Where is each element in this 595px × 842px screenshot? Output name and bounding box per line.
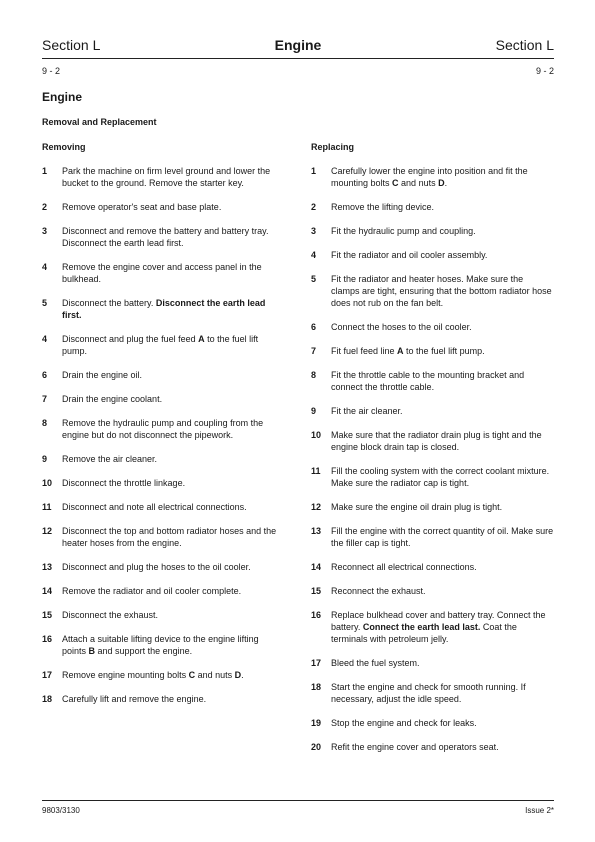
step-text-segment: to the fuel lift pump. bbox=[62, 334, 259, 356]
step-emphasis: D bbox=[234, 670, 242, 680]
step-text bbox=[331, 201, 554, 213]
step-text bbox=[62, 165, 285, 189]
replacing-step bbox=[311, 429, 554, 453]
step-text-segment: Make sure the engine oil drain plug is tight. bbox=[331, 502, 503, 512]
replacing-step bbox=[311, 369, 554, 393]
step-emphasis: C bbox=[188, 670, 196, 680]
step-text bbox=[62, 501, 285, 513]
step-number: 2 bbox=[311, 202, 317, 212]
step-emphasis: A bbox=[198, 334, 205, 344]
replacing-column bbox=[311, 141, 554, 765]
step-text-segment: Connect the hoses to the oil cooler. bbox=[331, 322, 472, 332]
removing-step bbox=[42, 417, 285, 441]
step-number: 19 bbox=[311, 718, 322, 728]
step-number: 17 bbox=[42, 670, 53, 680]
step-text-segment: Disconnect and remove the battery and battery tray. Disconnect the earth lead first. bbox=[62, 226, 269, 248]
step-text-segment: Remove the lifting device. bbox=[331, 202, 435, 212]
footer-issue: Issue 2* bbox=[525, 806, 554, 815]
step-emphasis: B bbox=[88, 646, 96, 656]
step-text-segment: and nuts bbox=[195, 670, 235, 680]
step-number: 10 bbox=[42, 478, 53, 488]
removing-step bbox=[42, 201, 285, 213]
step-number: 7 bbox=[311, 346, 317, 356]
step-number: 14 bbox=[311, 562, 322, 572]
step-number: 9 bbox=[42, 454, 48, 464]
step-text-segment: Fit fuel feed line bbox=[331, 346, 398, 356]
removing-step bbox=[42, 561, 285, 573]
step-text-segment: Stop the engine and check for leaks. bbox=[331, 718, 477, 728]
step-number: 12 bbox=[42, 526, 53, 536]
step-number: 4 bbox=[42, 262, 48, 272]
replacing-steps bbox=[311, 165, 554, 753]
step-number: 4 bbox=[42, 334, 48, 344]
step-number: 5 bbox=[311, 274, 317, 284]
step-text bbox=[62, 585, 285, 597]
step-number: 4 bbox=[311, 250, 317, 260]
step-text bbox=[331, 405, 554, 417]
step-text bbox=[62, 261, 285, 285]
step-number: 18 bbox=[42, 694, 53, 704]
replacing-step bbox=[311, 585, 554, 597]
step-text-segment: Remove engine mounting bolts bbox=[62, 670, 189, 680]
step-number: 15 bbox=[42, 610, 53, 620]
step-text bbox=[331, 741, 554, 753]
removing-step bbox=[42, 333, 285, 357]
step-text bbox=[62, 393, 285, 405]
page-title: Engine bbox=[42, 90, 83, 104]
step-number: 13 bbox=[311, 526, 322, 536]
step-emphasis: Connect the earth lead last. bbox=[362, 622, 481, 632]
replacing-step bbox=[311, 525, 554, 549]
removing-step bbox=[42, 261, 285, 285]
step-text-segment: Carefully lower the engine into position and fit the mounting bolts bbox=[331, 166, 528, 188]
step-text-segment: Start the engine and check for smooth running. If necessary, adjust the idle speed. bbox=[331, 682, 526, 704]
header-section-right: Section L bbox=[495, 37, 554, 53]
step-number: 16 bbox=[42, 634, 53, 644]
step-text bbox=[331, 369, 554, 393]
step-text bbox=[331, 249, 554, 261]
step-text-segment: to the fuel lift pump. bbox=[403, 346, 485, 356]
removing-heading: Removing bbox=[42, 142, 86, 152]
step-text-segment: Fill the engine with the correct quantity of oil. Make sure the filler cap is tight. bbox=[331, 526, 554, 548]
replacing-step bbox=[311, 465, 554, 489]
replacing-step bbox=[311, 201, 554, 213]
removing-step bbox=[42, 501, 285, 513]
step-number: 1 bbox=[311, 166, 317, 176]
removing-step bbox=[42, 453, 285, 465]
step-text-segment: Coat the terminals with petroleum jelly. bbox=[331, 622, 517, 644]
removing-step bbox=[42, 525, 285, 549]
step-number: 8 bbox=[311, 370, 317, 380]
page-subtitle: Removal and Replacement bbox=[42, 117, 157, 127]
step-text bbox=[62, 333, 285, 357]
step-number: 18 bbox=[311, 682, 322, 692]
step-number: 13 bbox=[42, 562, 53, 572]
step-text-segment: Remove the engine cover and access panel in the bulkhead. bbox=[62, 262, 262, 284]
step-emphasis: A bbox=[397, 346, 404, 356]
step-text-segment: Remove operator's seat and base plate. bbox=[62, 202, 222, 212]
step-text-segment: Make sure that the radiator drain plug is tight and the engine block drain tap is closed. bbox=[331, 430, 542, 452]
step-text bbox=[331, 717, 554, 729]
step-text bbox=[331, 501, 554, 513]
step-text bbox=[331, 561, 554, 573]
step-text-segment: Remove the hydraulic pump and coupling from the engine but do not disconnect the pipework. bbox=[62, 418, 264, 440]
step-text bbox=[331, 321, 554, 333]
step-text bbox=[62, 609, 285, 621]
step-text bbox=[331, 609, 554, 645]
step-text bbox=[62, 417, 285, 441]
step-number: 7 bbox=[42, 394, 48, 404]
header-title: Engine bbox=[274, 37, 322, 53]
step-text bbox=[62, 477, 285, 489]
step-text-segment: Fit the hydraulic pump and coupling. bbox=[331, 226, 476, 236]
step-number: 3 bbox=[311, 226, 317, 236]
header-section-left: Section L bbox=[42, 37, 101, 53]
replacing-step bbox=[311, 321, 554, 333]
step-text bbox=[62, 453, 285, 465]
step-number: 17 bbox=[311, 658, 322, 668]
step-number: 20 bbox=[311, 742, 322, 752]
step-text-segment: Remove the air cleaner. bbox=[62, 454, 158, 464]
step-text-segment: Fit the throttle cable to the mounting bracket and connect the throttle cable. bbox=[331, 370, 525, 392]
replacing-step bbox=[311, 657, 554, 669]
step-text-segment: Remove the radiator and oil cooler complete. bbox=[62, 586, 242, 596]
removing-column bbox=[42, 141, 285, 717]
step-text-segment: Disconnect the throttle linkage. bbox=[62, 478, 186, 488]
step-number: 11 bbox=[311, 466, 321, 476]
replacing-step bbox=[311, 165, 554, 189]
removing-step bbox=[42, 609, 285, 621]
page-number-left: 9 - 2 bbox=[42, 66, 61, 76]
step-text bbox=[62, 693, 285, 705]
step-emphasis: Disconnect the earth lead first. bbox=[62, 298, 266, 320]
step-emphasis: C bbox=[392, 178, 399, 188]
step-text-segment: . bbox=[444, 178, 448, 188]
step-text bbox=[331, 465, 554, 489]
step-number: 2 bbox=[42, 202, 48, 212]
step-text-segment: Reconnect the exhaust. bbox=[331, 586, 426, 596]
step-text bbox=[331, 345, 554, 357]
step-text-segment: Fit the radiator and heater hoses. Make sure the clamps are tight, ensuring that the bottom radiator hose does not rub on the fan belt. bbox=[331, 274, 552, 308]
page-header bbox=[42, 37, 554, 57]
step-text-segment: Attach a suitable lifting device to the engine lifting points bbox=[62, 634, 259, 656]
step-text-segment: and nuts bbox=[398, 178, 439, 188]
removing-step bbox=[42, 225, 285, 249]
removing-step bbox=[42, 393, 285, 405]
step-text bbox=[62, 201, 285, 213]
step-text-segment: Replace bulkhead cover and battery tray. Connect the battery. bbox=[331, 610, 546, 632]
step-text-segment: Park the machine on firm level ground and lower the bucket to the ground. Remove the starter key. bbox=[62, 166, 271, 188]
removing-step bbox=[42, 369, 285, 381]
step-text bbox=[331, 681, 554, 705]
replacing-step bbox=[311, 273, 554, 309]
replacing-step bbox=[311, 405, 554, 417]
step-text bbox=[62, 297, 285, 321]
step-number: 15 bbox=[311, 586, 322, 596]
removing-steps bbox=[42, 165, 285, 705]
removing-step bbox=[42, 585, 285, 597]
replacing-step bbox=[311, 345, 554, 357]
step-text-segment: Fill the cooling system with the correct coolant mixture. Make sure the radiator cap is tight. bbox=[331, 466, 550, 488]
replacing-step bbox=[311, 225, 554, 237]
step-text-segment: Refit the engine cover and operators seat. bbox=[331, 742, 499, 752]
step-text bbox=[331, 429, 554, 453]
step-number: 11 bbox=[42, 502, 52, 512]
page-number-right: 9 - 2 bbox=[535, 66, 554, 76]
step-text bbox=[62, 225, 285, 249]
removing-step bbox=[42, 669, 285, 681]
footer-rule bbox=[42, 800, 554, 801]
step-text bbox=[331, 225, 554, 237]
step-number: 16 bbox=[311, 610, 322, 620]
removing-step bbox=[42, 477, 285, 489]
step-text bbox=[331, 585, 554, 597]
step-number: 12 bbox=[311, 502, 322, 512]
step-text bbox=[62, 633, 285, 657]
step-text-segment: Carefully lift and remove the engine. bbox=[62, 694, 207, 704]
step-number: 8 bbox=[42, 418, 48, 428]
replacing-step bbox=[311, 717, 554, 729]
footer-doc-number: 9803/3130 bbox=[42, 806, 80, 815]
header-rule bbox=[42, 58, 554, 59]
step-text bbox=[62, 561, 285, 573]
step-text-segment: Disconnect and plug the fuel feed bbox=[62, 334, 199, 344]
step-text bbox=[62, 669, 285, 681]
step-text-segment: Disconnect the top and bottom radiator hoses and the heater hoses from the engine. bbox=[62, 526, 277, 548]
step-text bbox=[62, 525, 285, 549]
removing-step bbox=[42, 633, 285, 657]
replacing-step bbox=[311, 681, 554, 705]
step-number: 14 bbox=[42, 586, 53, 596]
step-number: 6 bbox=[42, 370, 48, 380]
step-number: 3 bbox=[42, 226, 48, 236]
removing-step bbox=[42, 297, 285, 321]
step-text-segment: Bleed the fuel system. bbox=[331, 658, 420, 668]
step-text-segment: Disconnect and note all electrical connections. bbox=[62, 502, 247, 512]
replacing-step bbox=[311, 501, 554, 513]
step-text-segment: Fit the radiator and oil cooler assembly. bbox=[331, 250, 488, 260]
step-text bbox=[62, 369, 285, 381]
step-text-segment: Reconnect all electrical connections. bbox=[331, 562, 477, 572]
replacing-step bbox=[311, 609, 554, 645]
step-emphasis: D bbox=[438, 178, 445, 188]
step-text bbox=[331, 273, 554, 309]
step-text-segment: Fit the air cleaner. bbox=[331, 406, 403, 416]
removing-step bbox=[42, 165, 285, 189]
step-text-segment: Drain the engine oil. bbox=[62, 370, 143, 380]
step-text-segment: . bbox=[241, 670, 244, 680]
removing-step bbox=[42, 693, 285, 705]
step-number: 9 bbox=[311, 406, 317, 416]
step-text-segment: Disconnect the battery. bbox=[62, 298, 156, 308]
step-text bbox=[331, 165, 554, 189]
replacing-step bbox=[311, 561, 554, 573]
step-number: 5 bbox=[42, 298, 48, 308]
step-number: 10 bbox=[311, 430, 322, 440]
step-number: 1 bbox=[42, 166, 48, 176]
step-text bbox=[331, 525, 554, 549]
step-number: 6 bbox=[311, 322, 317, 332]
step-text-segment: Disconnect the exhaust. bbox=[62, 610, 159, 620]
replacing-step bbox=[311, 741, 554, 753]
replacing-step bbox=[311, 249, 554, 261]
step-text-segment: and support the engine. bbox=[95, 646, 193, 656]
replacing-heading: Replacing bbox=[311, 142, 355, 152]
step-text-segment: Disconnect and plug the hoses to the oil cooler. bbox=[62, 562, 251, 572]
step-text bbox=[331, 657, 554, 669]
step-text-segment: Drain the engine coolant. bbox=[62, 394, 163, 404]
